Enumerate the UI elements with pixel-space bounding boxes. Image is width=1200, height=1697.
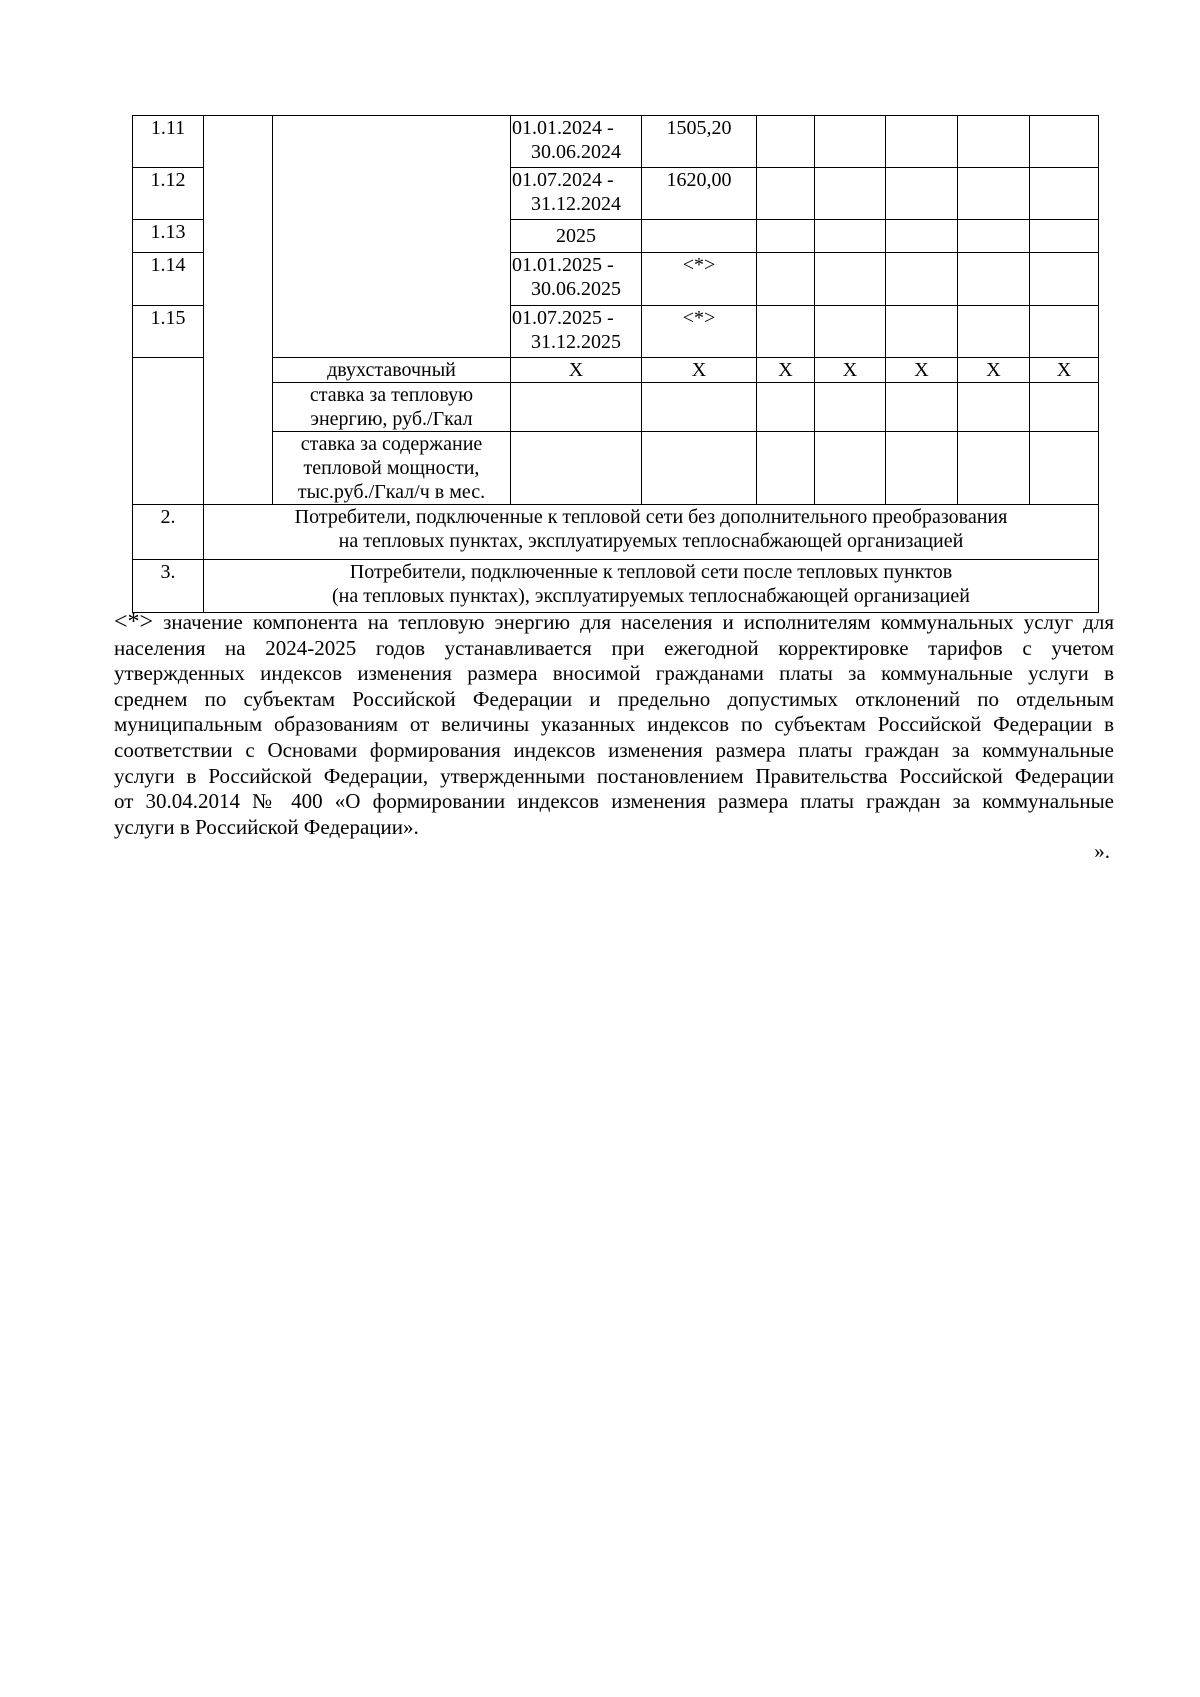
empty-merged-cell [273, 116, 511, 358]
row-number: 1.11 [133, 116, 204, 168]
table-row [133, 432, 1099, 505]
x-mark: X [642, 358, 757, 383]
section-title: Потребители, подключенные к тепловой сети после тепловых пунктов (на тепловых пунктах), эксплуатируемых теплоснабжающей организацией [204, 560, 1099, 613]
footnote-line: услуги в Российской Федерации». [114, 814, 419, 839]
period-cell: 2025 [511, 220, 642, 253]
rate-capacity-label: ставка за содержание тепловой мощности, тыс.руб./Гкал/ч в мес. [273, 432, 511, 505]
empty-merged-cell [133, 358, 204, 505]
row-number: 1.15 [133, 306, 204, 358]
footnote-line: муниципальным образованиям от величины указанных индексов по субъектам Российской Федерации в [114, 712, 1114, 737]
tariff-value: <*> [642, 253, 757, 306]
period-cell: 01.07.2025 - 31.12.2025 [511, 306, 642, 358]
x-mark: X [815, 358, 886, 383]
footnote-line: утвержденных индексов изменения размера вносимой гражданами платы за коммунальные услуги в [114, 661, 1114, 686]
footnote-line: от 30.04.2014 № 400 «О формировании индексов изменения размера платы граждан за коммунальные [114, 789, 1114, 814]
table-row [133, 358, 1099, 383]
tariff-value: <*> [642, 306, 757, 358]
footnote-line: <*> значение компонента на тепловую энергию для населения и исполнителям коммунальных услуг для [114, 609, 1115, 635]
x-mark: X [511, 358, 642, 383]
row-number: 1.14 [133, 253, 204, 306]
x-mark: X [1030, 358, 1099, 383]
period-cell: 01.01.2025 - 30.06.2025 [511, 253, 642, 306]
tariff-value: 1620,00 [642, 168, 757, 220]
footnote-mark: <*> [114, 609, 154, 635]
table-row [133, 383, 1099, 432]
empty-merged-cell [204, 116, 273, 505]
footnote-line: соответствии с Основами формирования индексов изменения размера платы граждан за коммунальные [114, 737, 1114, 762]
tariff-value: 1505,20 [642, 116, 757, 168]
section-title: Потребители, подключенные к тепловой сети без дополнительного преобразования на тепловых пунктах, эксплуатируемых теплоснабжающей организацией [204, 505, 1099, 560]
table-row [133, 560, 1099, 613]
period-cell: 01.07.2024 - 31.12.2024 [511, 168, 642, 220]
rate-energy-label: ставка за тепловую энергию, руб./Гкал [273, 383, 511, 432]
footnote-line: населения на 2024-2025 годов устанавливается при ежегодной корректировке тарифов с учетом [114, 635, 1114, 660]
table-row [133, 116, 1099, 168]
section-number: 2. [133, 505, 204, 560]
x-mark: X [757, 358, 815, 383]
table-row [133, 505, 1099, 560]
x-mark: X [886, 358, 958, 383]
tariff-table [132, 115, 1099, 613]
footnote-line: услуги в Российской Федерации, утвержденными постановлением Правительства Российской Федерации [114, 763, 1114, 788]
section-number: 3. [133, 560, 204, 613]
two-part-label: двухставочный [273, 358, 511, 383]
row-number: 1.12 [133, 168, 204, 220]
footnote-paragraph [114, 610, 1114, 840]
closing-quote: ». [1094, 839, 1110, 863]
footnote-line: среднем по субъектам Российской Федерации и предельно допустимых отклонений по отдельным [114, 686, 1114, 711]
row-number: 1.13 [133, 220, 204, 253]
tariff-value [642, 220, 757, 253]
x-mark: X [958, 358, 1030, 383]
period-cell: 01.01.2024 - 30.06.2024 [511, 116, 642, 168]
